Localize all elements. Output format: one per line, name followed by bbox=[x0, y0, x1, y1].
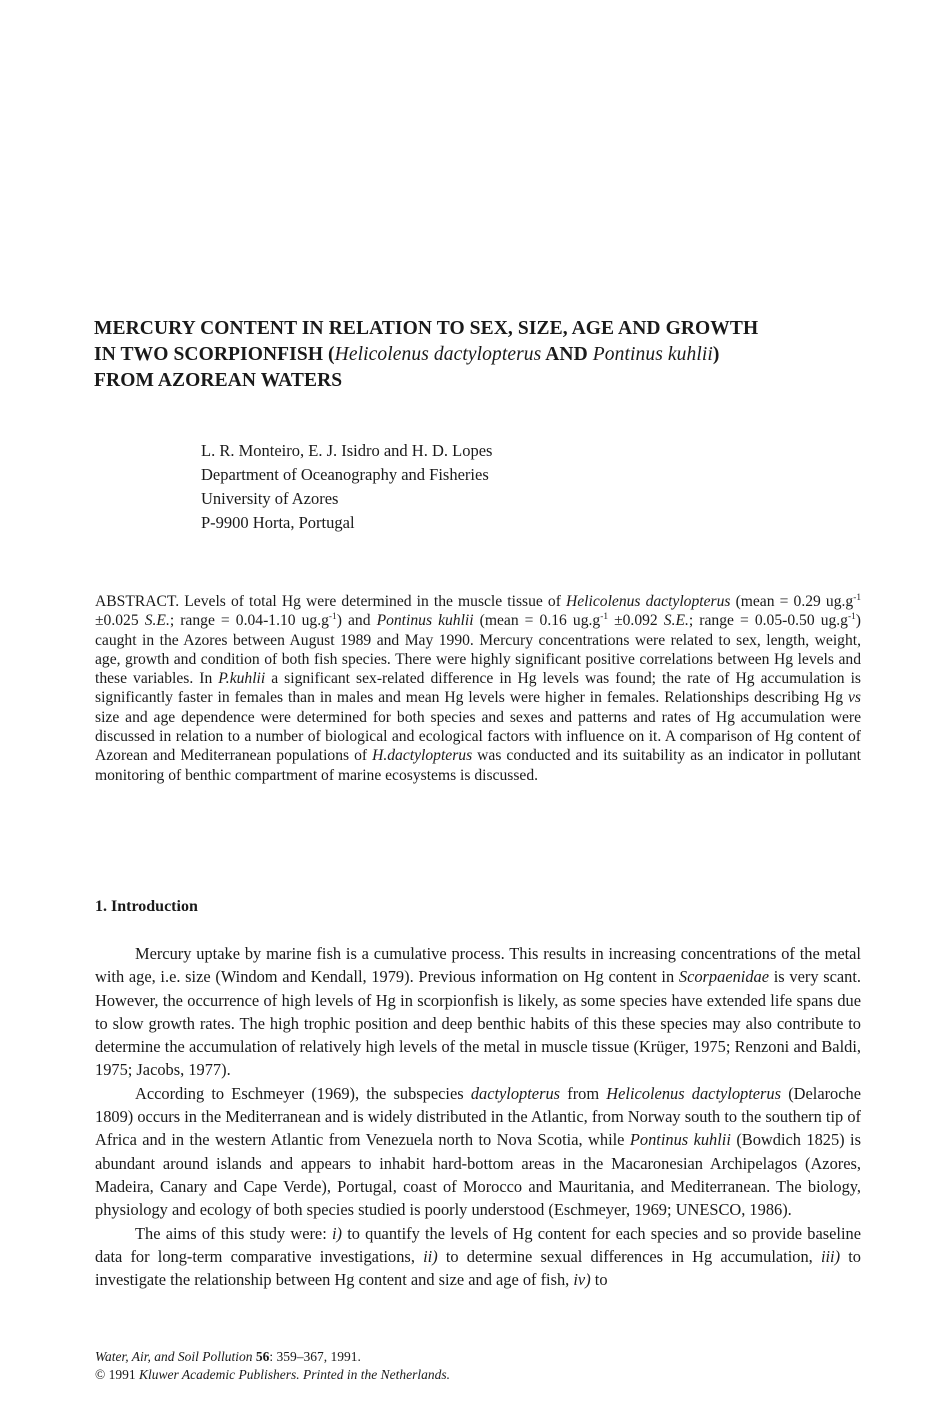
journal-citation: Water, Air, and Soil Pollution 56: 359–367, 1991. bbox=[95, 1349, 361, 1364]
title-line-1: MERCURY CONTENT IN RELATION TO SEX, SIZE, AGE AND GROWTH bbox=[94, 318, 759, 339]
title-species-2: Pontinus kuhlii bbox=[592, 344, 713, 365]
intro-paragraph-2: According to Eschmeyer (1969), the subspecies dactylopterus from Helicolenus dactylopterus (Delaroche 1809) occurs in the Mediterranean and is widely distributed in the Atlantic, from Norway south to the southern tip of Africa and in the western Atlantic from Venezuela north to Nova Scotia, while Pontinus kuhlii (Bowdich 1825) is abundant around islands and appears to inhabit hard-bottom areas in the Macaronesian Archipelagos (Azores, Madeira, Canary and Cape Verde), Portugal, coast of Morocco and Mauritania, and Mediterranean. The biology, physiology and ecology of both species studied is poorly understood (Eschmeyer, 1969; UNESCO, 1986). bbox=[95, 1083, 861, 1220]
intro-paragraph-3: The aims of this study were: i) to quantify the levels of Hg content for each species and so provide baseline data for long-term comparative investigations, ii) to determine sexual differences in Hg accumulation, iii) to investigate the relationship between Hg content and size and age of fish, iv) to bbox=[95, 1223, 861, 1290]
title-species-1: Helicolenus dactylopterus bbox=[334, 344, 542, 365]
title-line-2: IN TWO SCORPIONFISH (Helicolenus dactylopterus AND Pontinus kuhlii) bbox=[94, 344, 720, 365]
paper-title bbox=[94, 316, 854, 394]
citation-footer bbox=[95, 1348, 450, 1384]
author-department: Department of Oceanography and Fisheries bbox=[201, 465, 489, 484]
introduction-body bbox=[95, 942, 861, 1291]
intro-paragraph-1: Mercury uptake by marine fish is a cumulative process. This results in increasing concentrations of the metal with age, i.e. size (Windom and Kendall, 1979). Previous information on Hg content in Scorpaenidae is very scant. However, the occurrence of high levels of Hg in scorpionfish is likely, as some species have extended life spans due to slow growth rates. The high trophic position and deep benthic habits of this these species may also contribute to determine the accumulation of relatively high levels of the metal in muscle tissue (Krüger, 1975; Renzoni and Baldi, 1975; Jacobs, 1977). bbox=[95, 944, 862, 1080]
abstract-paragraph: ABSTRACT. Levels of total Hg were determined in the muscle tissue of Helicolenus dactylopterus (mean = 0.29 $ug.g^{-1} \pm 0.025$ S.E.; range = 0.04-1.10 $ug.g^{-1}$) and Pontinus kuhlii (mean = 0.16 $ug.g^{-1} \pm 0.092$ S.E.; range = 0.05-0.50 $ug.g^{-1}$) caught in the Azores between August 1989 and May 1990. Mercury concentrations were related to sex, length, weight, age, growth and condition of both fish species. There were highly significant positive correlations between Hg levels and these variables. In P.kuhlii a significant sex-related difference in Hg levels was found; the rate of Hg accumulation is significantly faster in females than in males and mean Hg levels were higher in females. Relationships describing Hg vs size and age dependence were determined for both species and sexes and patterns and rates of Hg accumulation were discussed in relation to a number of biological and ecological factors with influence on it. A comparison of Hg content of Azorean and Mediterranean populations of H.dactylopterus was conducted and its suitability as an indicator in pollutant monitoring of benthic compartment of marine ecosystems is discussed. bbox=[95, 592, 861, 784]
author-names: L. R. Monteiro, E. J. Isidro and H. D. Lopes bbox=[201, 441, 493, 460]
section-heading-introduction: 1. Introduction bbox=[95, 898, 198, 915]
author-university: University of Azores bbox=[201, 489, 339, 508]
copyright-line: © 1991 Kluwer Academic Publishers. Printed in the Netherlands. bbox=[95, 1367, 450, 1382]
abstract bbox=[95, 592, 861, 785]
author-address: P-9900 Horta, Portugal bbox=[201, 513, 355, 532]
author-block bbox=[201, 439, 492, 535]
title-line-3: FROM AZOREAN WATERS bbox=[94, 370, 343, 391]
